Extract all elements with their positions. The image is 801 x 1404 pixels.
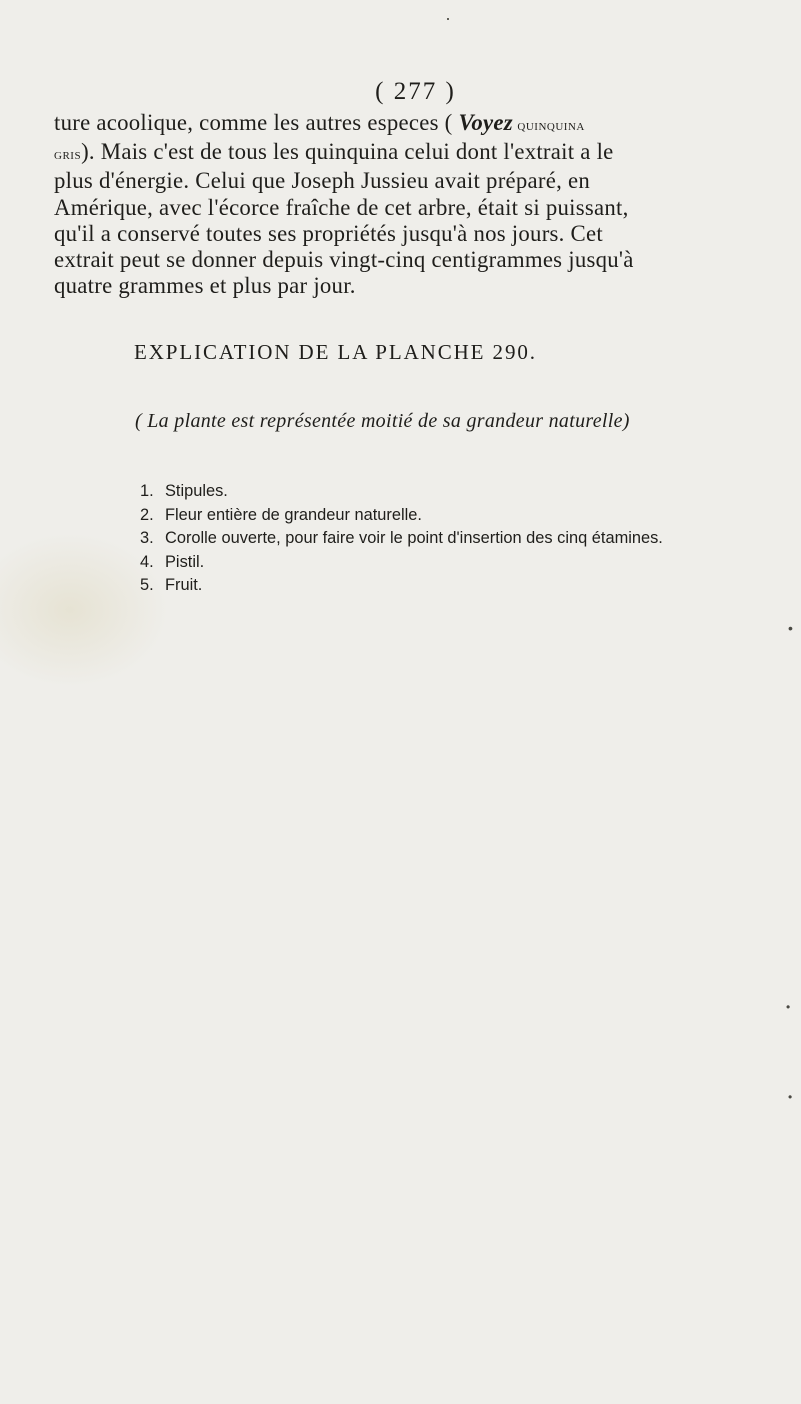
legend-text: Fruit. <box>165 576 203 595</box>
legend-text: Pistil. <box>165 552 205 571</box>
legend-text: Stipules. <box>165 482 228 500</box>
body-line-7: quatre grammes et plus par jour. <box>54 273 356 299</box>
page-number: ( 277 ) <box>375 78 456 105</box>
body-line-3: plus d'énergie. Celui que Joseph Jussieu avait préparé, en <box>54 168 591 194</box>
voyez-reference: Voyez <box>458 110 513 135</box>
legend-item <box>140 551 663 575</box>
legend-number: 1. <box>140 482 154 500</box>
legend-text: Fleur entière de grandeur naturelle. <box>165 505 422 524</box>
legend-item <box>140 504 663 528</box>
legend-number: 5. <box>140 576 154 595</box>
margin-mark: • <box>786 1000 791 1014</box>
legend-item <box>140 574 663 598</box>
legend-number: 3. <box>140 529 154 548</box>
body-line-4: Amérique, avec l'écorce fraîche de cet arbre, était si puissant, <box>54 194 629 220</box>
paper-speck: · <box>445 8 451 28</box>
margin-mark: • <box>788 620 793 636</box>
gris-reference: gris <box>54 146 82 164</box>
legend-number: 4. <box>140 552 154 571</box>
legend-item <box>140 527 663 551</box>
legend-item <box>140 480 663 504</box>
body-line-2: gris). Mais c'est de tous les quinquina celui dont l'extrait a le <box>54 139 614 165</box>
body-line-6: extrait peut se donner depuis vingt-cinq centigrammes jusqu'à <box>54 247 634 273</box>
quinquina-reference: quinquina <box>512 117 585 134</box>
plate-explanation-heading: EXPLICATION DE LA PLANCHE 290. <box>134 340 537 364</box>
legend-number: 2. <box>140 505 154 524</box>
plate-legend <box>140 480 663 598</box>
margin-mark: • <box>788 1090 793 1104</box>
legend-text: Corolle ouverte, pour faire voir le point d'insertion des cinq étamines. <box>165 529 663 548</box>
body-line-5: qu'il a conservé toutes ses propriétés jusqu'à nos jours. Cet <box>54 220 603 246</box>
body-line-1: ture acoolique, comme les autres especes ( Voyez quinquina <box>54 110 585 135</box>
plate-caption: ( La plante est représentée moitié de sa grandeur naturelle) <box>135 410 630 432</box>
body-paragraph <box>54 110 744 299</box>
